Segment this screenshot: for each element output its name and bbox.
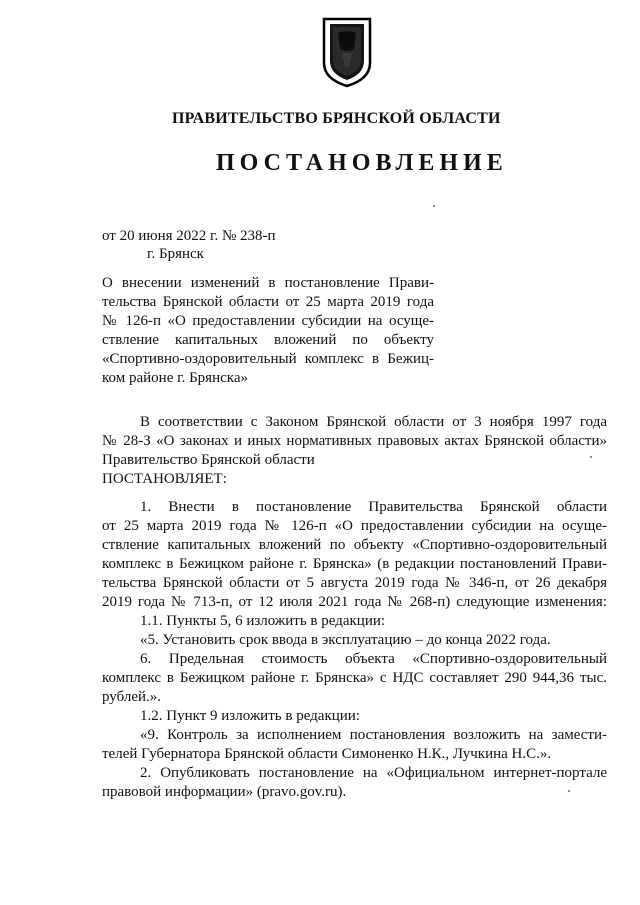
item-5-text: «5. Установить срок ввода в эксплуатацию – до конца 2022 года. — [140, 632, 551, 648]
clause-1 — [102, 498, 607, 802]
preamble-line: В соответствии с Законом Брянской области от 3 ноября 1997 года — [140, 414, 607, 430]
clause-2-line: правовой информации» (pravo.gov.ru). — [102, 784, 347, 800]
scan-speck — [590, 456, 592, 458]
preamble-line: № 28-З «О законах и иных нормативных правовых актах Брянской области» — [102, 433, 607, 449]
resolves-heading: ПОСТАНОВЛЯЕТ: — [102, 471, 227, 487]
document-city: г. Брянск — [147, 246, 204, 262]
subject-line: «Спортивно-оздоровительный комплекс в Бежиц- — [102, 351, 434, 367]
subclause-1-2: 1.2. Пункт 9 изложить в редакции: — [140, 708, 360, 724]
document-date-number: от 20 июня 2022 г. № 238-п — [102, 228, 276, 244]
clause-2-line: 2. Опубликовать постановление на «Официальном интернет-портале — [140, 765, 607, 781]
organization-title: ПРАВИТЕЛЬСТВО БРЯНСКОЙ ОБЛАСТИ — [172, 110, 501, 127]
clause-line: комплекс в Бежицком районе г. Брянска» (в редакции постановлений Прави- — [102, 556, 607, 572]
item-6-line: рублей.». — [102, 689, 162, 705]
clause-line: 2019 года № 713-п, от 12 июля 2021 года № 268-п) следующие изменения: — [102, 594, 607, 610]
subclause-1-1: 1.1. Пункты 5, 6 изложить в редакции: — [140, 613, 386, 629]
subject-line: О внесении изменений в постановление Прави- — [102, 275, 434, 291]
subject-line: ствление капитальных вложений по объекту — [102, 332, 434, 348]
clause-line: ствление капитальных вложений по объекту «Спортивно-оздоровительный — [102, 537, 607, 553]
clause-line: тельства Брянской области от 5 августа 2019 года № 346-п, от 26 декабря — [102, 575, 607, 591]
subject-line: № 126-п «О предоставлении субсидии на осуще- — [102, 313, 434, 329]
clause-line: от 25 марта 2019 года № 126-п «О предоставлении субсидии на осуще- — [102, 518, 607, 534]
preamble — [102, 413, 607, 489]
scan-speck — [433, 205, 435, 207]
item-6-line: 6. Предельная стоимость объекта «Спортивно-оздоровительный — [140, 651, 607, 667]
document-subject — [102, 274, 434, 388]
preamble-line: Правительство Брянской области — [102, 452, 315, 468]
clause-line: 1. Внести в постановление Правительства Брянской области — [140, 499, 607, 515]
item-9-line: «9. Контроль за исполнением постановления возложить на замести- — [140, 727, 607, 743]
subject-line: ком районе г. Брянска» — [102, 370, 248, 386]
subject-line: тельства Брянской области от 25 марта 2019 года — [102, 294, 434, 310]
coat-of-arms-icon — [318, 15, 376, 89]
scan-speck — [568, 790, 570, 792]
item-6-line: комплекс в Бежицком районе г. Брянска» с НДС составляет 290 944,36 тыс. — [102, 670, 607, 686]
document-type-title: ПОСТАНОВЛЕНИЕ — [216, 150, 508, 176]
item-9-line: телей Губернатора Брянской области Симоненко Н.К., Лучкина Н.С.». — [102, 746, 552, 762]
